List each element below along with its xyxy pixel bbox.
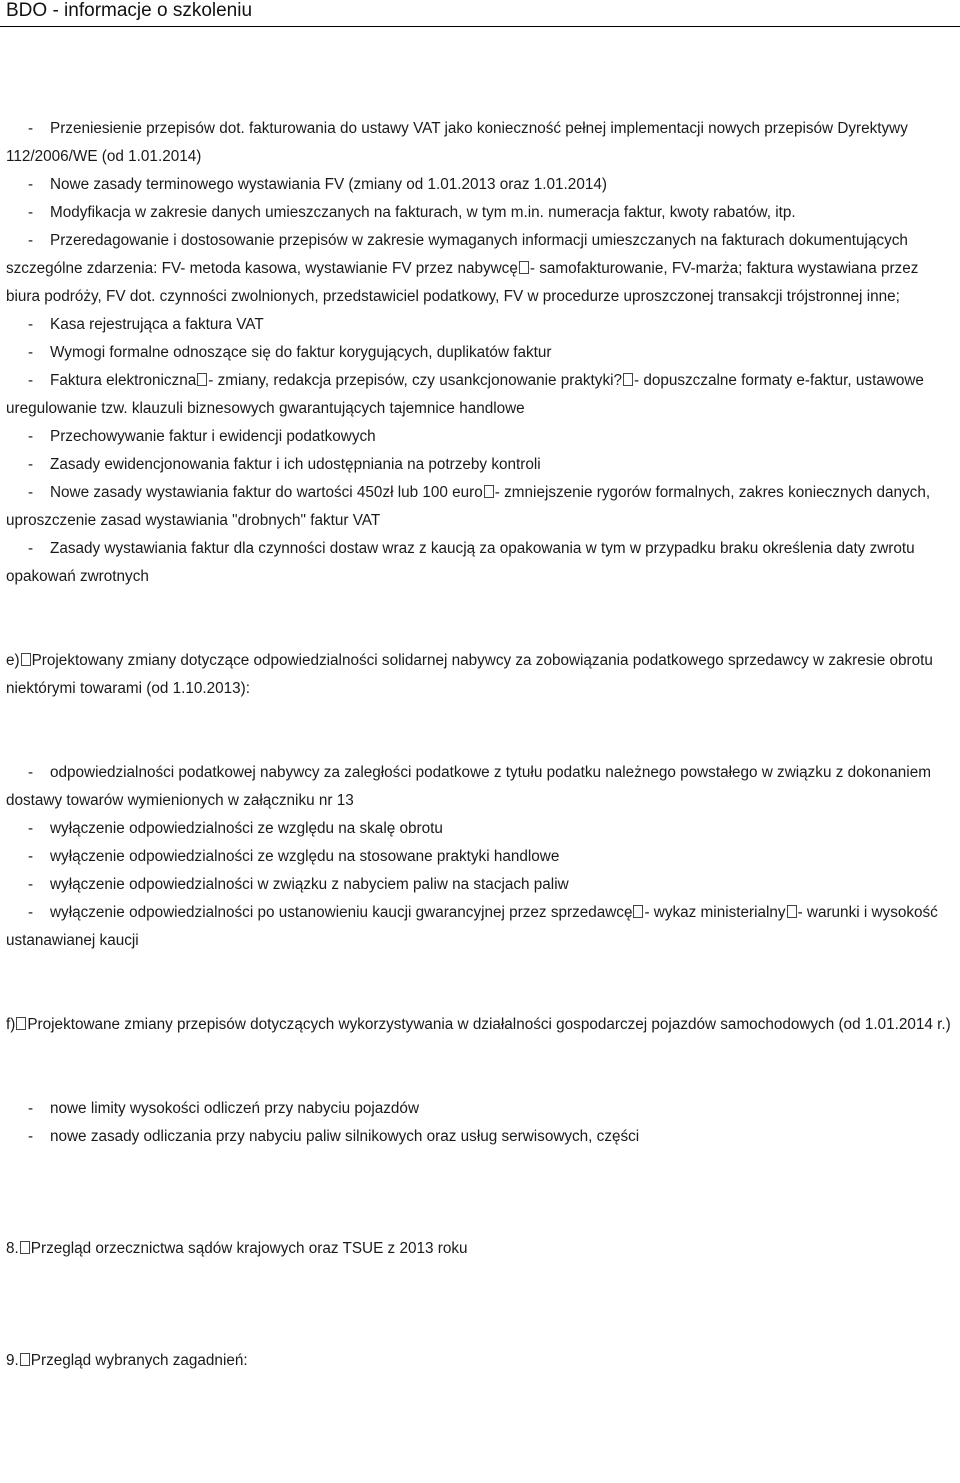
list-item: - Modyfikacja w zakresie danych umieszczanych na fakturach, w tym m.in. numeracja faktur, kwoty rabatów, itp. bbox=[6, 199, 954, 227]
dash-marker: - bbox=[28, 904, 34, 921]
missing-glyph-icon bbox=[20, 1241, 30, 1254]
list-item: - odpowiedzialności podatkowej nabywcy za zaległości podatkowe z tytułu podatku należnego powstałego w związku z dokonaniem dostawy towarów wymienionych w załączniku nr 13 bbox=[6, 759, 954, 815]
list-item: - wyłączenie odpowiedzialności w związku z nabyciem paliw na stacjach paliw bbox=[6, 871, 954, 899]
dash-marker: - bbox=[28, 876, 34, 893]
list-item: - Kasa rejestrująca a faktura VAT bbox=[6, 311, 954, 339]
dash-marker: - bbox=[28, 1128, 34, 1145]
list-item: - wyłączenie odpowiedzialności ze względu na stosowane praktyki handlowe bbox=[6, 843, 954, 871]
dash-marker: - bbox=[28, 120, 34, 137]
dash-marker: - bbox=[28, 764, 34, 781]
dash-marker: - bbox=[28, 316, 34, 333]
list-item: - nowe zasady odliczania przy nabyciu paliw silnikowych oraz usług serwisowych, części bbox=[6, 1123, 954, 1151]
list-item: - Przeniesienie przepisów dot. fakturowania do ustawy VAT jako konieczność pełnej implementacji nowych przepisów Dyrektywy 112/2006/WE (od 1.01.2014) bbox=[6, 115, 954, 171]
spacer bbox=[6, 1151, 954, 1235]
dash-marker: - bbox=[28, 232, 34, 249]
missing-glyph-icon bbox=[197, 373, 207, 386]
missing-glyph-icon bbox=[787, 905, 797, 918]
spacer bbox=[6, 703, 954, 759]
spacer bbox=[6, 1263, 954, 1347]
document-body bbox=[6, 115, 954, 1375]
dash-marker: - bbox=[28, 344, 34, 361]
dash-marker: - bbox=[28, 456, 34, 473]
dash-marker: - bbox=[28, 1100, 34, 1117]
dash-marker: - bbox=[28, 820, 34, 837]
missing-glyph-icon bbox=[519, 261, 529, 274]
dash-marker: - bbox=[28, 204, 34, 221]
dash-marker: - bbox=[28, 484, 34, 501]
section-heading-f: f) Projektowane zmiany przepisów dotyczących wykorzystywania w działalności gospodarczej pojazdów samochodowych (od 1.01.2014 r.) bbox=[6, 1016, 951, 1033]
list-item: - Zasady wystawiania faktur dla czynności dostaw wraz z kaucją za opakowania w tym w przypadku braku określenia daty zwrotu opakowań zwrotnych bbox=[6, 535, 954, 591]
dash-marker: - bbox=[28, 540, 34, 557]
section-heading-8: 8. Przegląd orzecznictwa sądów krajowych oraz TSUE z 2013 roku bbox=[6, 1240, 468, 1257]
list-item: - Przeredagowanie i dostosowanie przepisów w zakresie wymaganych informacji umieszczanych na fakturach dokumentujących szczególne zdarzenia: FV- metoda kasowa, wystawianie FV przez nabywcę - samofakturowanie, FV-marża; faktura wystawiana przez biura podróży, FV dot. czynności zwolnionych, przedstawiciel podatkowy, FV w procedurze uproszczonej transakcji trójstronnej inne; bbox=[6, 227, 954, 311]
list-item: - Wymogi formalne odnoszące się do faktur korygujących, duplikatów faktur bbox=[6, 339, 954, 367]
missing-glyph-icon bbox=[633, 905, 643, 918]
page-header bbox=[0, 0, 960, 27]
list-item: - wyłączenie odpowiedzialności ze względu na skalę obrotu bbox=[6, 815, 954, 843]
missing-glyph-icon bbox=[484, 485, 494, 498]
list-item: - Nowe zasady terminowego wystawiania FV (zmiany od 1.01.2013 oraz 1.01.2014) bbox=[6, 171, 954, 199]
list-item: - wyłączenie odpowiedzialności po ustanowieniu kaucji gwarancyjnej przez sprzedawcę - wykaz ministerialny - warunki i wysokość ustanawianej kaucji bbox=[6, 899, 954, 955]
section-heading-e: e) Projektowany zmiany dotyczące odpowiedzialności solidarnej nabywcy za zobowiązania podatkowego sprzedawcy w zakresie obrotu niektórymi towarami (od 1.10.2013): bbox=[6, 652, 933, 697]
page-title: BDO - informacje o szkoleniu bbox=[6, 0, 253, 21]
list-item: - Przechowywanie faktur i ewidencji podatkowych bbox=[6, 423, 954, 451]
spacer bbox=[6, 591, 954, 647]
list-item: - Nowe zasady wystawiania faktur do wartości 450zł lub 100 euro - zmniejszenie rygorów formalnych, zakres koniecznych danych, uproszczenie zasad wystawiania "drobnych" faktur VAT bbox=[6, 479, 954, 535]
missing-glyph-icon bbox=[21, 653, 31, 666]
missing-glyph-icon bbox=[623, 373, 633, 386]
list-item: - Zasady ewidencjonowania faktur i ich udostępniania na potrzeby kontroli bbox=[6, 451, 954, 479]
dash-marker: - bbox=[28, 176, 34, 193]
dash-marker: - bbox=[28, 848, 34, 865]
missing-glyph-icon bbox=[20, 1353, 30, 1366]
section-heading-9: 9. Przegląd wybranych zagadnień: bbox=[6, 1352, 248, 1369]
list-item: - nowe limity wysokości odliczeń przy nabyciu pojazdów bbox=[6, 1095, 954, 1123]
spacer bbox=[6, 955, 954, 1011]
dash-marker: - bbox=[28, 428, 34, 445]
dash-marker: - bbox=[28, 372, 34, 389]
list-item: - Faktura elektroniczna - zmiany, redakcja przepisów, czy usankcjonowanie praktyki? - dopuszczalne formaty e-faktur, ustawowe uregulowanie tzw. klauzuli biznesowych gwarantujących tajemnice handlowe bbox=[6, 367, 954, 423]
spacer bbox=[6, 1039, 954, 1095]
missing-glyph-icon bbox=[16, 1017, 26, 1030]
